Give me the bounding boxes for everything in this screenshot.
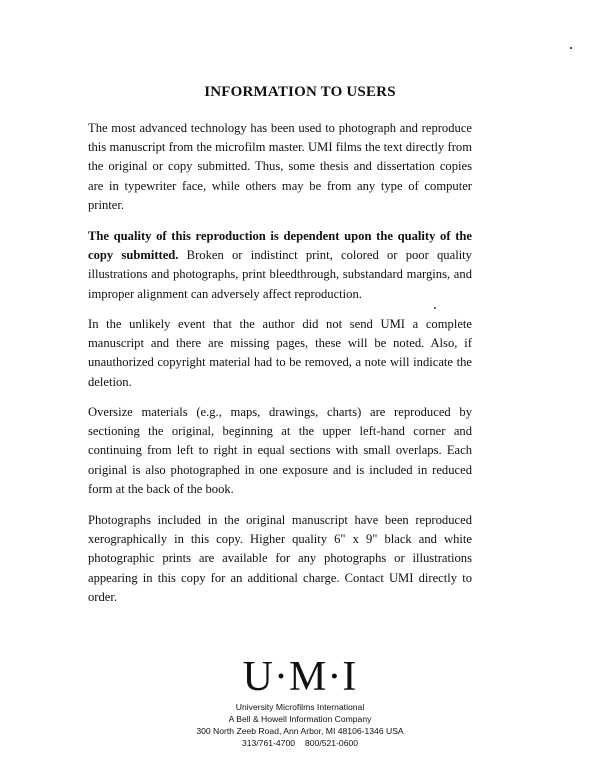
paragraph-oversize: Oversize materials (e.g., maps, drawings, charts) are reproduced by sectioning the original, beginning at the upper left-hand corner and continuing from left to right in equal sections with small overlaps. Each original is also photographed in one exposure and is included in reduced form at the back of the book.: [88, 405, 472, 496]
page-title: INFORMATION TO USERS: [204, 84, 396, 100]
company-phones: [0, 738, 600, 750]
company-name: University Microfilms International: [235, 702, 365, 712]
umi-logo: U·M·I: [242, 654, 358, 700]
company-parent: A Bell & Howell Information Company: [228, 714, 372, 724]
paragraph-photographs: Photographs included in the original manuscript have been reproduced xerographically in this copy. Higher quality 6" x 9" black and white photographic prints are available for any photographs or illustrations appearing in this copy for an additional charge. Contact UMI directly to order.: [88, 513, 472, 604]
paragraph-missing-pages: In the unlikely event that the author did not send UMI a complete manuscript and there are missing pages, these will be noted. Also, if unauthorized copyright material had to be removed, a note will indicate the deletion.: [88, 317, 472, 389]
paragraph-quality: [88, 227, 472, 304]
phone-local: 313/761-4700: [241, 738, 295, 748]
scan-speck: [570, 47, 572, 49]
paragraph-quality-rest: Broken or indistinct print, colored or poor quality illustrations and photographs, print bleedthrough, substandard margins, and improper alignment can adversely affect reproduction.: [88, 248, 472, 301]
company-address: 300 North Zeeb Road, Ann Arbor, MI 48106-1346 USA: [196, 726, 404, 736]
paragraph-quality-lead: The quality of this reproduction is dependent upon the quality of the copy submitted.: [88, 229, 472, 263]
paragraph-technology: The most advanced technology has been used to photograph and reproduce this manuscript from the microfilm master. UMI films the text directly from the original or copy submitted. Thus, some thesis and dissertation copies are in typewriter face, while others may be from any type of computer printer.: [88, 121, 472, 212]
phone-tollfree: 800/521-0600: [305, 738, 359, 748]
scan-speck: [434, 307, 436, 309]
